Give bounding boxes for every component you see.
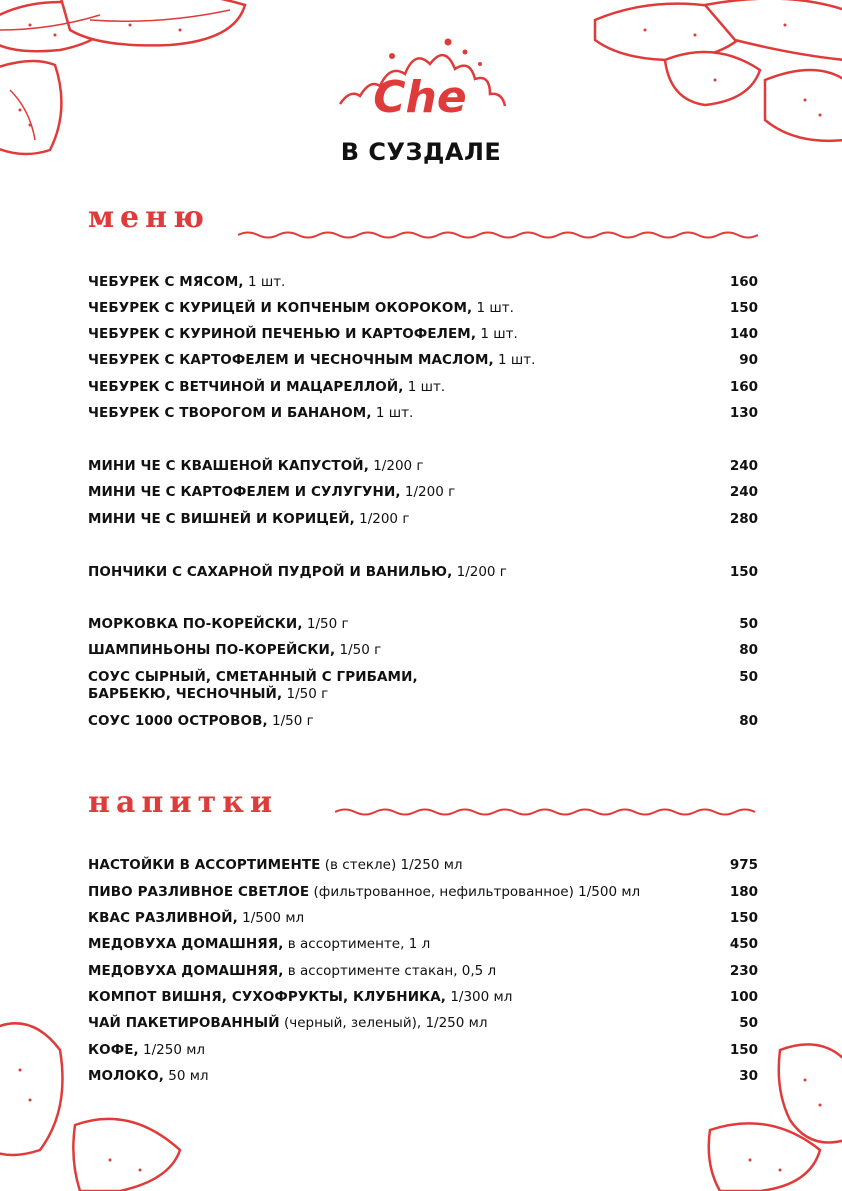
item-size: 50 мл — [163, 1068, 209, 1084]
item-size: в ассортименте стакан, 0,5 л — [283, 963, 497, 979]
item-price: 130 — [729, 405, 758, 421]
item-name: ПИВО РАЗЛИВНОЕ СВЕТЛОЕ — [88, 884, 310, 900]
item-price: 150 — [729, 564, 758, 580]
menu-item — [88, 484, 758, 501]
item-price: 90 — [739, 352, 758, 368]
item-price: 975 — [729, 857, 758, 873]
item-price: 240 — [729, 458, 758, 474]
menu-item — [88, 379, 758, 396]
item-name: СОУС СЫРНЫЙ, СМЕТАННЫЙ С ГРИБАМИ, — [88, 669, 418, 685]
item-name: КОМПОТ ВИШНЯ, СУХОФРУКТЫ, КЛУБНИКА, — [88, 989, 447, 1005]
menu-item — [88, 884, 758, 901]
item-price: 50 — [739, 616, 758, 632]
item-name: ШАМПИНЬОНЫ ПО-КОРЕЙСКИ, — [88, 642, 336, 658]
menu-item — [88, 274, 758, 291]
menu-item — [88, 936, 758, 953]
che-logo — [330, 34, 510, 124]
item-price: 80 — [739, 713, 758, 729]
item-name: МЕДОВУХА ДОМАШНЯЯ, — [88, 936, 284, 952]
item-price: 100 — [729, 989, 758, 1005]
item-size: 1/50 г — [302, 616, 349, 632]
item-price: 50 — [739, 1015, 758, 1031]
menu-item — [88, 1042, 758, 1059]
item-name: ПОНЧИКИ С САХАРНОЙ ПУДРОЙ И ВАНИЛЬЮ, — [88, 564, 453, 580]
item-size: 1/200 г — [368, 458, 424, 474]
item-price: 280 — [729, 511, 758, 527]
menu-item — [88, 511, 758, 528]
item-size: 1 шт. — [493, 352, 536, 368]
menu-item — [88, 713, 758, 730]
menu-item — [88, 910, 758, 927]
section-title-drinks: напитки — [88, 785, 279, 820]
item-size: 1/200 г — [354, 511, 410, 527]
item-size: 1/500 мл — [237, 910, 305, 926]
item-name: ЧЕБУРЕК С ТВОРОГОМ И БАНАНОМ, — [88, 405, 372, 421]
item-name: МИНИ ЧЕ С ВИШНЕЙ И КОРИЦЕЙ, — [88, 511, 355, 527]
item-name: МЕДОВУХА ДОМАШНЯЯ, — [88, 963, 284, 979]
item-price: 150 — [729, 1042, 758, 1058]
item-name: ЧЕБУРЕК С КАРТОФЕЛЕМ И ЧЕСНОЧНЫМ МАСЛОМ, — [88, 352, 494, 368]
item-size: 1/200 г — [400, 484, 456, 500]
item-size: 1/200 г — [452, 564, 507, 580]
item-name: КВАС РАЗЛИВНОЙ, — [88, 910, 238, 926]
menu-item — [88, 326, 758, 343]
item-price: 140 — [729, 326, 758, 342]
item-name: КОФЕ, — [88, 1042, 139, 1058]
menu-item — [88, 352, 758, 369]
item-name: СОУС 1000 ОСТРОВОВ, — [88, 713, 268, 729]
item-size: 1/300 мл — [446, 989, 513, 1005]
item-name: ЧЕБУРЕК С КУРИЦЕЙ И КОПЧЕНЫМ ОКОРОКОМ, — [88, 300, 473, 316]
item-price: 30 — [739, 1068, 758, 1084]
item-size: 1 шт. — [243, 274, 286, 290]
item-size: 1/50 г — [282, 686, 329, 702]
item-price: 450 — [729, 936, 758, 952]
item-name: ЧЕБУРЕК С МЯСОМ, — [88, 274, 244, 290]
cheburek-illustration-bottom-left — [0, 1010, 185, 1191]
menu-item — [88, 300, 758, 317]
menu-item — [88, 669, 758, 703]
menu-item — [88, 458, 758, 475]
item-price: 160 — [729, 379, 758, 395]
item-size: 1 шт. — [403, 379, 446, 395]
logo-text: Che — [373, 72, 467, 123]
item-size: (в стекле) 1/250 мл — [320, 857, 463, 873]
menu-item — [88, 405, 758, 422]
item-size: (фильтрованное, нефильтрованное) 1/500 мл — [309, 884, 641, 900]
item-price: 230 — [729, 963, 758, 979]
menu-item — [88, 857, 758, 874]
item-size: (черный, зеленый), 1/250 мл — [279, 1015, 488, 1031]
item-price: 150 — [729, 910, 758, 926]
item-size: 1/50 г — [335, 642, 382, 658]
menu-item — [88, 616, 758, 633]
section-title-menu: меню — [88, 200, 210, 235]
item-size: в ассортименте, 1 л — [283, 936, 431, 952]
item-size: 1 шт. — [371, 405, 414, 421]
item-size: 1 шт. — [472, 300, 514, 316]
item-name: МОЛОКО, — [88, 1068, 164, 1084]
cheburek-illustration-top-right — [585, 0, 842, 150]
item-size: 1/50 г — [267, 713, 314, 729]
item-size: 1 шт. — [476, 326, 518, 342]
item-name: МИНИ ЧЕ С КАРТОФЕЛЕМ И СУЛУГУНИ, — [88, 484, 401, 500]
menu-item — [88, 564, 758, 581]
menu-item — [88, 963, 758, 980]
menu-item — [88, 1015, 758, 1032]
item-name: НАСТОЙКИ В АССОРТИМЕНТЕ — [88, 857, 321, 873]
item-name: ЧАЙ ПАКЕТИРОВАННЫЙ — [88, 1015, 280, 1031]
item-name: МИНИ ЧЕ С КВАШЕНОЙ КАПУСТОЙ, — [88, 458, 369, 474]
menu-item — [88, 989, 758, 1006]
item-name-line2: БАРБЕКЮ, ЧЕСНОЧНЫЙ, — [88, 686, 283, 702]
item-size: 1/250 мл — [138, 1042, 206, 1058]
item-price: 240 — [729, 484, 758, 500]
item-price: 180 — [729, 884, 758, 900]
menu-item — [88, 642, 758, 659]
item-price: 150 — [729, 300, 758, 316]
item-name: ЧЕБУРЕК С ВЕТЧИНОЙ И МАЦАРЕЛЛОЙ, — [88, 379, 404, 395]
item-price: 160 — [729, 274, 758, 290]
item-name: МОРКОВКА ПО-КОРЕЙСКИ, — [88, 616, 303, 632]
item-name: ЧЕБУРЕК С КУРИНОЙ ПЕЧЕНЬЮ И КАРТОФЕЛЕМ, — [88, 326, 477, 342]
wave-divider — [335, 805, 758, 819]
item-price: 80 — [739, 642, 758, 658]
wave-divider — [238, 228, 758, 242]
item-price: 50 — [739, 669, 758, 685]
city-title: В СУЗДАЛЕ — [340, 138, 502, 166]
menu-item — [88, 1068, 758, 1085]
